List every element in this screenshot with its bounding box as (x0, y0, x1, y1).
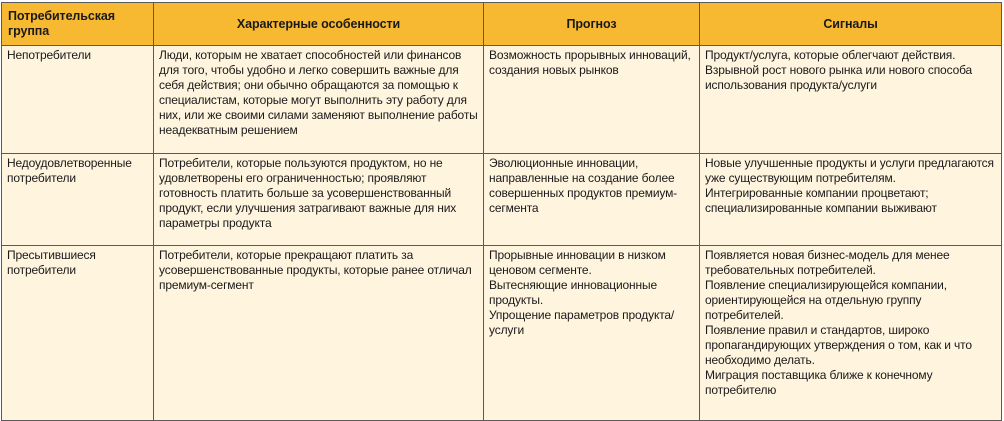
forecast-line: Эволюционные инновации, направленные на создание более совершенных продуктов премиум-сегмента (489, 156, 678, 215)
cell-features: Потребители, которые прекращают платить за усовершенствованные продукты, которые ранее отличал премиум-сегмент (154, 246, 484, 421)
cell-signals (700, 246, 1002, 421)
table-header-row (2, 3, 1002, 46)
cell-consumer-group: Недоудовлетворенные потребители (2, 154, 154, 246)
signal-line: Появление специализирующейся компании, ориентирующейся на отдельную группу потребителей. (705, 278, 947, 322)
cell-forecast (484, 154, 700, 246)
signal-line: Миграция поставщика ближе к конечному потребителю (705, 368, 933, 397)
forecast-line: Возможность прорывных инноваций, создания новых рынков (489, 48, 691, 77)
cell-features: Люди, которым не хватает способностей или финансов для того, чтобы удобно и легко совершить важные для себя действия; они обычно обращаются за помощью к специалистам, которые могут выполнить эту работу для них, или же своими силами заменяют выполнение работы неадекватным решением (154, 46, 484, 154)
forecast-line: Прорывные инновации в низком ценовом сегменте. (489, 248, 666, 277)
consumer-groups-table-wrapper (1, 2, 1001, 421)
forecast-line: Вытесняющие инновационные продукты. (489, 278, 657, 307)
signal-line: Взрывной рост нового рынка или нового способа использования продукта/услуги (705, 63, 973, 92)
table-row (2, 46, 1002, 154)
header-features: Характерные особенности (154, 3, 484, 46)
signal-line: Продукт/услуга, которые облегчают действия. (705, 48, 956, 62)
cell-signals (700, 154, 1002, 246)
table-row (2, 246, 1002, 421)
cell-features: Потребители, которые пользуются продуктом, но не удовлетворены его ограниченностью; проявляют готовность платить больше за усовершенствованный продукт, если улучшения затрагивают важные для них параметры продукта (154, 154, 484, 246)
forecast-line: Упрощение параметров продукта/услуги (489, 308, 675, 337)
signal-line: Появляется новая бизнес-модель для менее требовательных потребителей. (705, 248, 950, 277)
consumer-groups-table (1, 2, 1002, 421)
cell-signals (700, 46, 1002, 154)
table-row (2, 154, 1002, 246)
cell-consumer-group: Непотребители (2, 46, 154, 154)
header-consumer-group: Потребительская группа (2, 3, 154, 46)
signal-line: Новые улучшенные продукты и услуги предлагаются уже существующим потребителям. (705, 156, 994, 185)
header-signals: Сигналы (700, 3, 1002, 46)
cell-forecast (484, 246, 700, 421)
header-forecast: Прогноз (484, 3, 700, 46)
signal-line: Появление правил и стандартов, широко пропагандирующих утверждения о том, как и что необходимо делать. (705, 323, 972, 367)
signal-line: Интегрированные компании процветают; специализированные компании выживают (705, 186, 937, 215)
cell-forecast (484, 46, 700, 154)
cell-consumer-group: Пресытившиеся потребители (2, 246, 154, 421)
